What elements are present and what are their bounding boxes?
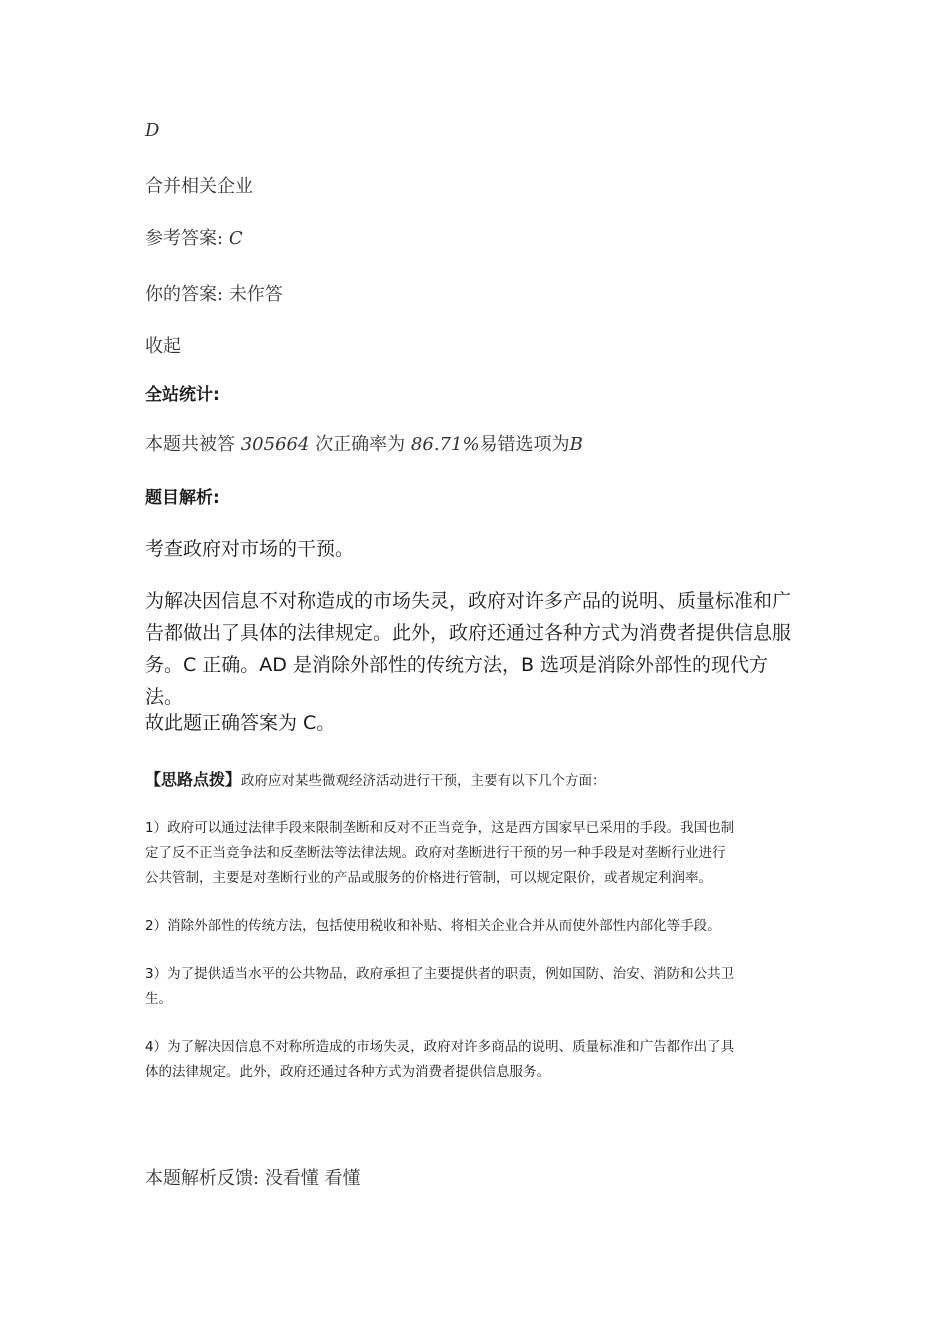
tips-item-1 bbox=[145, 816, 805, 891]
option-letter bbox=[145, 120, 159, 141]
tips-item-line: 1）政府可以通过法律手段来限制垄断和反对不正当竞争，这是西方国家早已采用的手段。我国也制 bbox=[145, 820, 735, 836]
stats-middle: 次正确率为 bbox=[315, 434, 406, 455]
tips-item-4 bbox=[145, 1035, 805, 1085]
tips-item-line: 3）为了提供适当水平的公共物品，政府承担了主要提供者的职责，例如国防、治安、消防和公共卫 bbox=[145, 966, 735, 982]
analysis-p2-line: 为解决因信息不对称造成的市场失灵，政府对许多产品的说明、质量标准和广 bbox=[145, 590, 792, 612]
tips-item-line: 生。 bbox=[145, 991, 172, 1007]
stats-prefix: 本题共被答 bbox=[145, 434, 235, 455]
analysis-heading: 题目解析: bbox=[145, 488, 220, 508]
analysis-conclusion: 故此题正确答案为 C。 bbox=[145, 712, 336, 734]
tips-intro: 政府应对某些微观经济活动进行干预，主要有以下几个方面： bbox=[241, 773, 606, 789]
tips-intro-line bbox=[145, 767, 606, 790]
stats-heading: 全站统计: bbox=[145, 385, 220, 405]
option-letter-value: D bbox=[145, 120, 160, 141]
stats-count: 305664 bbox=[240, 434, 310, 455]
option-text: 合并相关企业 bbox=[145, 176, 253, 197]
collapse-link[interactable]: 收起 bbox=[145, 336, 181, 357]
tips-item-line: 体的法律规定。此外，政府还通过各种方式为消费者提供信息服务。 bbox=[145, 1064, 550, 1080]
tips-item-line: 公共管制，主要是对垄断行业的产品或服务的价格进行管制，可以规定限价，或者规定利润率。 bbox=[145, 870, 712, 886]
tips-item-line: 2）消除外部性的传统方法，包括使用税收和补贴、将相关企业合并从而使外部性内部化等手段。 bbox=[145, 918, 721, 934]
feedback-not-understood-button[interactable]: 没看懂 bbox=[264, 1168, 319, 1189]
analysis-p2 bbox=[145, 585, 805, 713]
your-answer bbox=[145, 280, 283, 306]
stats-wrong-option: B bbox=[569, 434, 583, 455]
stats-suffix: 易错选项为 bbox=[479, 434, 570, 455]
stats-line bbox=[145, 430, 583, 456]
reference-answer bbox=[145, 224, 243, 250]
tips-item-line: 定了反不正当竞争法和反垄断法等法律法规。政府对垄断进行干预的另一种手段是对垄断行业进行 bbox=[145, 845, 726, 861]
feedback-understood-button[interactable]: 看懂 bbox=[324, 1168, 361, 1189]
your-answer-value: 未作答 bbox=[228, 284, 283, 305]
feedback-label: 本题解析反馈: bbox=[145, 1168, 260, 1189]
stats-rate: 86.71% bbox=[410, 434, 480, 455]
reference-answer-label: 参考答案: bbox=[145, 228, 224, 249]
tips-heading: 【思路点拨】 bbox=[145, 770, 242, 789]
analysis-p2-line: 务。C 正确。AD 是消除外部性的传统方法，B 选项是消除外部性的现代方法。 bbox=[145, 654, 769, 708]
tips-item-line: 4）为了解决因信息不对称所造成的市场失灵，政府对许多商品的说明、质量标准和广告都作出了具 bbox=[145, 1039, 735, 1055]
tips-item-2 bbox=[145, 914, 805, 939]
reference-answer-value: C bbox=[228, 228, 243, 249]
your-answer-label: 你的答案: bbox=[145, 284, 224, 305]
analysis-p2-line: 告都做出了具体的法律规定。此外，政府还通过各种方式为消费者提供信息服 bbox=[145, 622, 792, 644]
tips-item-3 bbox=[145, 962, 805, 1012]
feedback-bar bbox=[145, 1164, 361, 1190]
analysis-p1: 考查政府对市场的干预。 bbox=[145, 538, 355, 560]
